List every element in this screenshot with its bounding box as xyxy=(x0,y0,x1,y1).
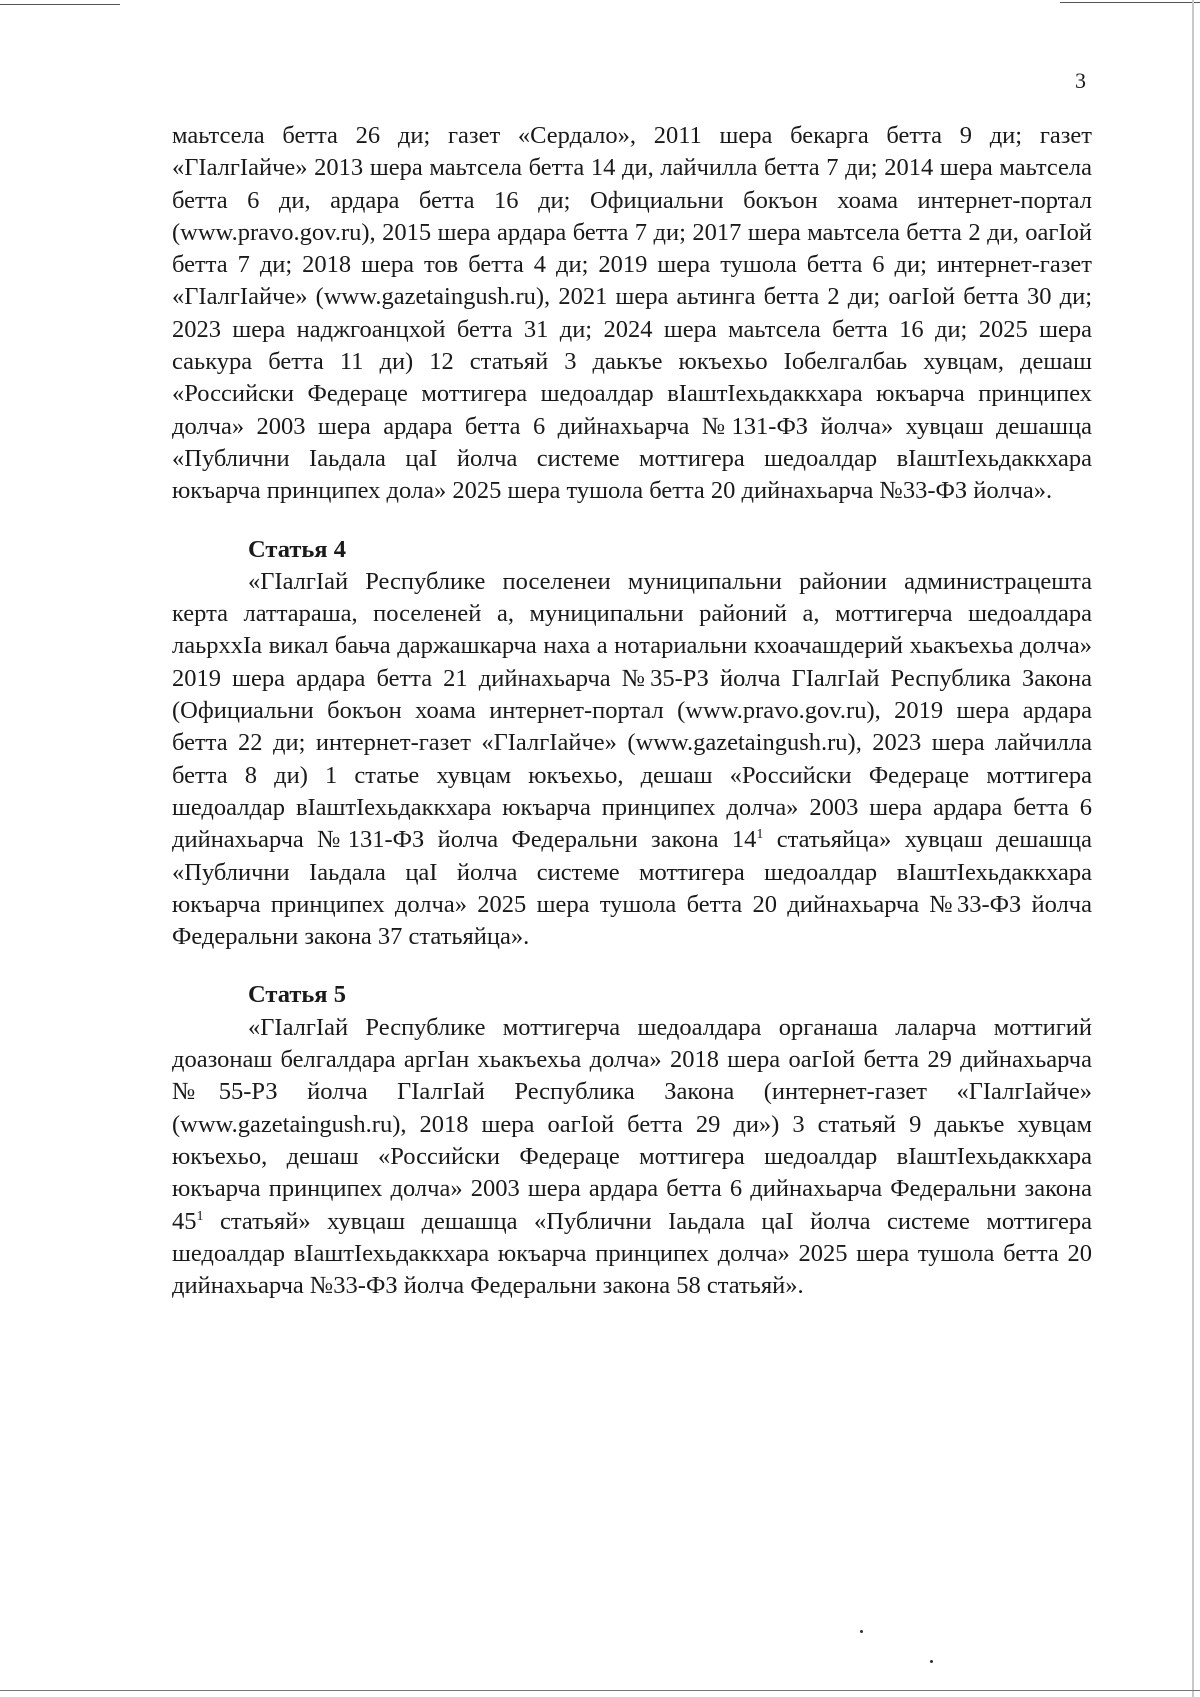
scan-edge-shadow xyxy=(1192,0,1194,1697)
scan-speck xyxy=(860,1630,863,1633)
superscript: 1 xyxy=(756,827,764,843)
intro-paragraph: маьтсела бетта 26 ди; газет «Сердало», 2011 шера бекарга бетта 9 ди; газет «ГІалгІайче» 2013 шера маьтсела бетта 14 ди, лайчилла бетта 7 ди; 2014 шера маьтсела бетта 6 ди, ардара бетта 16 ди; Официальни бокъон хоама интернет-портал (www.pravo.gov.ru), 2015 шера ардара бетта 7 ди; 2017 шера маьтсела бетта 2 ди, оагІой бетта 7 ди; 2018 шера тов бетта 4 ди; 2019 шера тушола бетта 6 ди; интернет-газет «ГІалгІайче» (www.gazetaingush.ru), 2021 шера аьтинга бетта 2 ди; оагІой бетта 30 ди; 2023 шера наджгоанцхой бетта 31 ди; 2024 шера маьтсела бетта 16 ди; 2025 шера саькура бетта 11 ди) 12 статьяй 3 даькъе юкъехьо Іобелгалбаь хувцам, дешаш «Российски Федераце моттигера шедоалдар вІаштІехьдаккхара юкъарча принципех долча» 2003 шера ардара бетта 6 дийнахьарча №131-ФЗ йолча» хувцаш дешашца «Публични Іаьдала цаІ йолча системе моттигера шедоалдар вІаштІехьдаккхара юкъарча принципех дола» 2025 шера тушола бетта 20 дийнахьарча №33-ФЗ йолча». xyxy=(172,122,1092,505)
scan-speck xyxy=(930,1660,933,1663)
scan-edge-line xyxy=(0,4,120,5)
article-4-text-continued: статьяйца» хувцаш дешашца «Публични Іаьдала цаІ йолча системе моттигера шедоалдар вІаштІехьдаккхара юкъарча принципех долча» 2025 шера тушола бетта 20 дийнахьарча №33-ФЗ йолча Федеральни закона 37 статьяйца». xyxy=(172,826,1092,951)
article-5-heading: Статья 5 xyxy=(248,981,346,1009)
page-number: 3 xyxy=(1075,68,1086,93)
superscript: 1 xyxy=(196,1208,204,1224)
article-4-text: «ГІалгІай Республике поселенеи муниципальни районии администрацешта керта латтараша, поселеней а, муниципальни районий а, моттигерча шедоалдара лаьрххІа викал баьча даржашкарча наха а нотариальни кхоачашдерий хьакъехьа долча» 2019 шера ардара бетта 21 дийнахьарча №35-РЗ йолча ГІалгІай Республика Закона (Официальни бокъон хоама интернет-портал (www.pravo.gov.ru), 2019 шера ардара бетта 22 ди; интернет-газет «ГІалгІайче» (www.gazetaingush.ru), 2023 шера лайчилла бетта 8 ди) 1 статье хувцам юкъехьо, дешаш «Российски Федераце моттигера шедоалдар вІаштІехьдаккхара юкъарча принципех долча» 2003 шера ардара бетта 6 дийнахьарча №131-ФЗ йолча Федеральни закона 14 xyxy=(172,567,1092,854)
scan-edge-line xyxy=(0,1690,1200,1691)
document-body xyxy=(172,120,1092,1302)
article-5-paragraph xyxy=(172,1012,1092,1303)
scan-edge-line xyxy=(1060,2,1200,3)
article-5-text-continued: статьяй» хувцаш дешашца «Публични Іаьдала цаІ йолча системе моттигера шедоалдар вІаштІехьдаккхара юкъарча принципех долча» 2025 шера тушола бетта 20 дийнахьарча №33-ФЗ йолча Федеральни закона 58 статьяй». xyxy=(172,1207,1092,1300)
article-4-paragraph xyxy=(172,566,1092,954)
article-5-text: «ГІалгІай Республике моттигерча шедоалдара органаша лаларча моттигий доазонаш белгалдара аргІан хьакъехьа долча» 2018 шера оагІой бетта 29 дийнахьарча №55-РЗ йолча ГІалгІай Республика Закона (интернет-газет «ГІалгІайче» (www.gazetaingush.ru), 2018 шера оагІой бетта 29 ди») 3 статьяй 9 даькъе хувцам юкъехьо, дешаш «Российски Федераце моттигера шедоалдар вІаштІехьдаккхара юкъарча принципех долча» 2003 шера ардара бетта 6 дийнахьарча Федеральни закона 45 xyxy=(172,1013,1092,1235)
article-4-heading: Статья 4 xyxy=(248,535,346,563)
